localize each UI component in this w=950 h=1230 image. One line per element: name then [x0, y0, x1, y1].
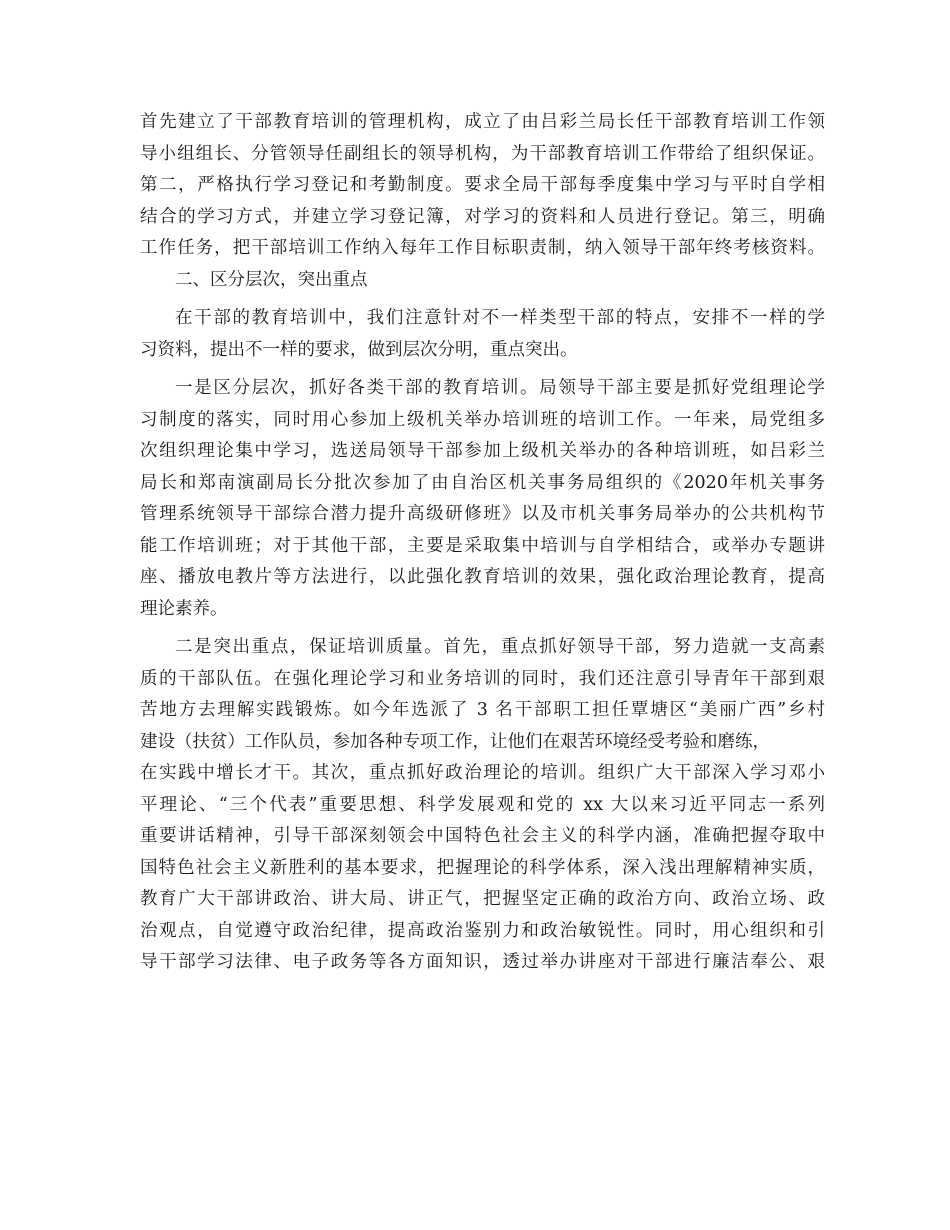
text-line: 建设（扶贫）工作队员，参加各种专项工作，让他们在艰苦环境经受考验和磨练， — [140, 731, 770, 752]
text-line: 质的干部队伍。在强化理论学习和业务培训的同时，我们还注意引导青年干部到艰 — [140, 668, 825, 689]
text-line: 在实践中增长才干。其次，重点抓好政治理论的培训。组织广大干部深入学习邓小 — [140, 763, 825, 783]
text-line: 习制度的落实，同时用心参加上级机关举办培训班的培训工作。一年来，局党组多 — [140, 409, 825, 430]
paragraph — [140, 632, 825, 979]
text-line: 治观点，自觉遵守政治纪律，提高政治鉴别力和政治敏锐性。同时，用心组织和引 — [140, 920, 825, 941]
paragraph — [140, 107, 825, 265]
text-line: 重要讲话精神，引导干部深刻领会中国特色社会主义的科学内涵，准确把握夺取中 — [140, 826, 825, 846]
text-line: 导小组组长、分管领导任副组长的领导机构，为干部教育培训工作带给了组织保证。 — [140, 143, 825, 164]
section-heading — [140, 265, 825, 297]
text-line: 理论素养。 — [140, 598, 228, 619]
text-line: 结合的学习方式，并建立学习登记簿，对学习的资料和人员进行登记。第三，明确 — [140, 206, 825, 227]
text-line: 平理论、“三个代表”重要思想、科学发展观和党的 xx 大以来习近平同志一系列 — [140, 794, 825, 815]
text-line: 首先建立了干部教育培训的管理机构，成立了由吕彩兰局长任干部教育培训工作领 — [140, 112, 825, 132]
text-line: 国特色社会主义新胜利的基本要求，把握理论的科学体系，深入浅出理解精神实质， — [140, 857, 825, 878]
text-line: 局长和郑南演副局长分批次参加了由自治区机关事务局组织的《2020年机关事务 — [140, 472, 825, 493]
text-line: 管理系统领导干部综合潜力提升高级研修班》以及市机关事务局举办的公共机构节 — [140, 504, 825, 524]
document-body — [140, 107, 825, 979]
text-line: 次组织理论集中学习，选送局领导干部参加上级机关举办的各种培训班，如吕彩兰 — [140, 441, 825, 461]
text-line: 在干部的教育培训中，我们注意针对不一样类型干部的特点，安排不一样的学 — [175, 308, 825, 328]
text-line: 工作任务，把干部培训工作纳入每年工作目标职责制，纳入领导干部年终考核资料。 — [140, 238, 825, 258]
text-line: 第二，严格执行学习登记和考勤制度。要求全局干部每季度集中学习与平时自学相 — [140, 175, 825, 195]
text-line: 能工作培训班；对于其他干部，主要是采取集中培训与自学相结合，或举办专题讲 — [140, 535, 825, 556]
text-line: 二是突出重点，保证培训质量。首先，重点抓好领导干部，努力造就一支高素 — [175, 637, 825, 657]
text-line: 导干部学习法律、电子政务等各方面知识，透过举办讲座对干部进行廉洁奉公、艰 — [140, 952, 825, 972]
heading-line: 二、区分层次，突出重点 — [175, 269, 368, 290]
text-line: 苦地方去理解实践锻炼。如今年选派了 3 名干部职工担任覃塘区“美丽广西”乡村 — [140, 700, 825, 720]
text-line: 教育广大干部讲政治、讲大局、讲正气，把握坚定正确的政治方向、政治立场、政 — [140, 889, 825, 909]
text-line: 座、播放电教片等方法进行，以此强化教育培训的效果，强化政治理论教育，提高 — [140, 567, 825, 587]
text-line: 习资料，提出不一样的要求，做到层次分明，重点突出。 — [140, 339, 578, 360]
text-line: 一是区分层次，抓好各类干部的教育培训。局领导干部主要是抓好党组理论学 — [175, 378, 825, 398]
paragraph — [140, 303, 825, 366]
paragraph — [140, 373, 825, 625]
